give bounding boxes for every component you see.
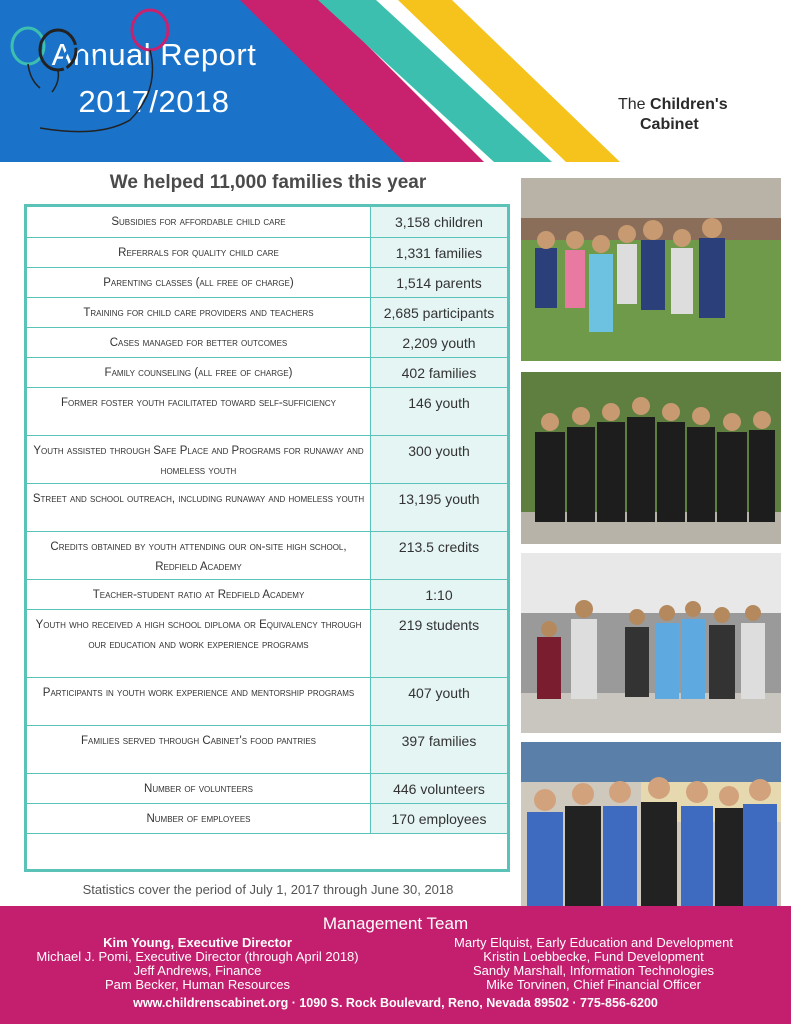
stat-value: 407 youth — [371, 677, 508, 725]
management-team-title: Management Team — [322, 914, 469, 933]
stat-value: 170 employees — [371, 803, 508, 833]
stat-value: 446 volunteers — [371, 773, 508, 803]
stat-value: 2,209 youth — [371, 327, 508, 357]
stat-value: 300 youth — [371, 435, 508, 483]
management-member: Kim Young, Executive Director — [103, 935, 292, 950]
stat-row — [27, 483, 507, 531]
management-member: Kristin Loebbecke, Fund Development — [483, 949, 704, 964]
stat-row — [27, 803, 507, 833]
management-member: Michael J. Pomi, Executive Director (through April 2018) — [36, 949, 359, 964]
stat-row — [27, 237, 507, 267]
management-member: Mike Torvinen, Chief Financial Officer — [486, 977, 701, 992]
statistics-table — [24, 204, 510, 872]
statistics-period-note: Statistics cover the period of July 1, 2017 through June 30, 2018 — [82, 882, 454, 897]
stat-value: 213.5 credits — [371, 531, 508, 579]
stat-row — [27, 267, 507, 297]
stat-row — [27, 773, 507, 803]
logo-text: The Children's — [618, 96, 728, 113]
stat-label: Parenting classes (all free of charge) — [27, 267, 371, 297]
photo-youth-group — [521, 553, 781, 733]
stat-label: Former foster youth facilitated toward self-sufficiency — [27, 387, 371, 435]
report-header — [0, 0, 791, 162]
photo-volunteers — [521, 742, 781, 906]
report-title: Annual Report — [51, 37, 257, 72]
stat-value: 219 students — [371, 609, 508, 677]
stat-label: Training for child care providers and teachers — [27, 297, 371, 327]
stat-row — [27, 435, 507, 483]
management-team-section — [0, 906, 791, 1024]
stat-value: 13,195 youth — [371, 483, 508, 531]
management-member: Pam Becker, Human Resources — [105, 977, 290, 992]
stat-value: 146 youth — [371, 387, 508, 435]
stat-label: Credits obtained by youth attending our on-site high school, Redfield Academy — [27, 531, 371, 579]
report-year: 2017/2018 — [78, 84, 230, 119]
stat-label: Teacher-student ratio at Redfield Academy — [27, 579, 371, 609]
stat-label: Street and school outreach, including runaway and homeless youth — [27, 483, 371, 531]
statistics-grid — [27, 207, 507, 834]
stat-value: 2,685 participants — [371, 297, 508, 327]
photo-graduates — [521, 372, 781, 544]
contact-footer: www.childrenscabinet.org · 1090 S. Rock Boulevard, Reno, Nevada 89502 · 775-856-6200 — [133, 996, 658, 1010]
photo-children-costumes — [521, 178, 781, 361]
stat-label: Participants in youth work experience and mentorship programs — [27, 677, 371, 725]
stat-label: Number of employees — [27, 803, 371, 833]
management-member: Jeff Andrews, Finance — [133, 963, 262, 978]
stat-value: 1:10 — [371, 579, 508, 609]
logo-text-cabinet: Cabinet — [640, 116, 699, 133]
families-headline: We helped 11,000 families this year — [109, 172, 427, 193]
stat-label: Family counseling (all free of charge) — [27, 357, 371, 387]
stat-label: Families served through Cabinet's food pantries — [27, 725, 371, 773]
stat-value: 3,158 children — [371, 207, 508, 237]
stat-value: 1,514 parents — [371, 267, 508, 297]
stat-label: Youth assisted through Safe Place and Programs for runaway and homeless youth — [27, 435, 371, 483]
stat-row — [27, 725, 507, 773]
stat-row — [27, 327, 507, 357]
stat-label: Subsidies for affordable child care — [27, 207, 371, 237]
stat-row — [27, 387, 507, 435]
stat-row — [27, 531, 507, 579]
stat-row — [27, 357, 507, 387]
stat-row — [27, 579, 507, 609]
management-member: Marty Elquist, Early Education and Development — [454, 935, 733, 950]
stat-label: Cases managed for better outcomes — [27, 327, 371, 357]
stat-value: 1,331 families — [371, 237, 508, 267]
stat-label: Number of volunteers — [27, 773, 371, 803]
stat-row — [27, 677, 507, 725]
management-left-column — [0, 936, 395, 992]
stat-value: 402 families — [371, 357, 508, 387]
management-member: Sandy Marshall, Information Technologies — [472, 963, 715, 978]
balloons-logo-icon — [0, 0, 200, 145]
stat-value: 397 families — [371, 725, 508, 773]
stat-label: Referrals for quality child care — [27, 237, 371, 267]
stat-row — [27, 297, 507, 327]
stat-row — [27, 609, 507, 677]
stat-label: Youth who received a high school diploma or Equivalency through our education and work experience programs — [27, 609, 371, 677]
stat-row — [27, 207, 507, 237]
management-right-column — [396, 936, 791, 992]
